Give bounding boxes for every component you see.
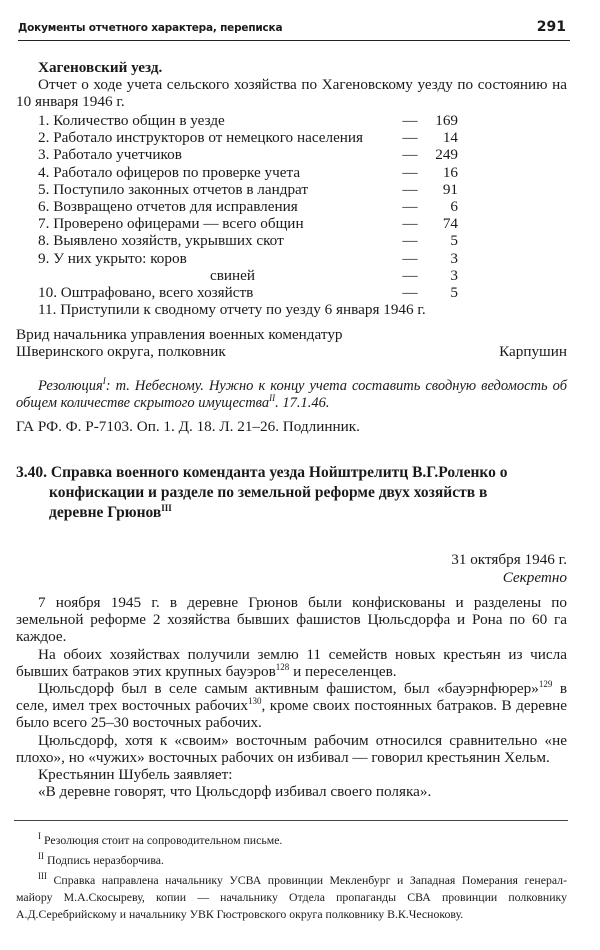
item-value: 6	[450, 197, 458, 215]
dash: —	[402, 249, 418, 267]
dash: —	[402, 232, 418, 250]
footnote: $^{III}$ Справка направлена начальнику УСВА провинции Мекленбург и Западная Померания генерал-майору М.А.Скосыреву, копии — начальнику Отдела пропаганды СВА провинции полковнику А.Д.Серебрийскому и начальнику УВК Гюстровского округа полковнику В.К.Чеснокову.	[16, 871, 567, 921]
item-value: 74	[442, 215, 458, 233]
document-number: 3.40.	[16, 464, 47, 481]
running-header	[18, 2, 570, 40]
item-label: 2. Работало инструкторов от немецкого населения	[38, 129, 364, 147]
document-body	[16, 594, 567, 800]
footnote-ref: 130	[247, 696, 262, 707]
dash: —	[402, 112, 418, 129]
report-item	[38, 267, 458, 284]
dash: —	[402, 197, 418, 215]
report-item	[38, 284, 458, 301]
item-value: 169	[435, 112, 458, 129]
item-label: 5. Поступило законных отчетов в ландрат	[38, 180, 309, 198]
item-label: 4. Работало офицеров по проверке учета	[38, 163, 301, 181]
item-label: 10. Оштрафовано, всего хозяйств	[38, 283, 254, 301]
dash: —	[402, 129, 418, 147]
dash: —	[402, 266, 418, 284]
dash: —	[402, 180, 418, 198]
paragraph: Цюльсдорф был в селе самым активным фашистом, был «бауэрнфюрер»$^{129}$ в селе, имел трех восточных рабочих$^{130}$, кроме своих постоянных батраков. В деревне было всего 25–30 восточных рабочих.	[16, 678, 567, 732]
item-label: 3. Работало учетчиков	[38, 146, 182, 164]
document-heading	[16, 463, 519, 523]
footnotes	[16, 832, 567, 923]
item-value: 249	[435, 146, 458, 164]
footnote: $^{II}$ Подпись неразборчива.	[38, 851, 164, 867]
report-item	[38, 250, 458, 267]
item-value: 5	[450, 232, 458, 250]
paragraph: Крестьянин Шубель заявляет:	[38, 766, 233, 784]
dash: —	[402, 283, 418, 301]
item-label: свиней	[210, 266, 256, 284]
section-title: Хагеновский уезд.	[38, 59, 163, 76]
resolution-date: . 17.1.46.	[275, 395, 330, 412]
report-item	[38, 146, 458, 163]
signer-name: Карпушин	[499, 343, 567, 361]
dash: —	[402, 215, 418, 233]
document-title: Справка военного коменданта уезда Нойштрелитц В.Г.Роленко о конфискации и разделе по земельной реформе двух хозяйств в деревне Грюнов	[49, 464, 508, 521]
item-label: 6. Возвращено отчетов для исправления	[38, 197, 298, 215]
running-header-title: Документы отчетного характера, переписка	[18, 22, 283, 34]
footnote-rule	[14, 820, 568, 821]
footnote-ref: 128	[275, 661, 290, 672]
item-value: 3	[450, 266, 458, 284]
item-value: 14	[442, 129, 458, 147]
dash: —	[402, 146, 418, 164]
footnote: $^I$ Резолюция стоит на сопроводительном письме.	[38, 831, 283, 847]
report-item	[38, 164, 458, 181]
item-value: 3	[450, 249, 458, 267]
footnote-ref: I	[102, 376, 106, 387]
report-item	[38, 129, 458, 146]
header-rule	[18, 40, 570, 41]
report-item	[38, 181, 458, 198]
resolution	[16, 378, 567, 413]
signer-block	[16, 326, 567, 361]
report-item	[38, 198, 458, 215]
paragraph: На обоих хозяйствах получили землю 11 семейств новых крестьян из числа бывших батраков этих крупных бауэров$^{128}$ и переселенцев.	[16, 645, 567, 680]
resolution-label: Резолюция	[38, 378, 103, 394]
item-value: 16	[442, 163, 458, 181]
archive-reference: ГА РФ. Ф. Р-7103. Оп. 1. Д. 18. Л. 21–26. Подлинник.	[16, 418, 360, 435]
report-item-11: 11. Приступили к сводному отчету по уезду 6 января 1946 г.	[38, 301, 426, 318]
report-item	[38, 112, 458, 129]
quote: «В деревне говорят, что Цюльсдорф избивал своего поляка».	[38, 783, 432, 801]
item-label: 7. Проверено офицерами — всего общин	[38, 215, 304, 233]
paragraph: Цюльсдорф, хотя к «своим» восточным рабочим относился сравнительно «не плохо», но «чужих» восточных рабочих он избивал — говорил крестьянин Хельм.	[16, 731, 567, 766]
footnote-ref: III	[161, 502, 172, 513]
resolution-text: : т. Небесному. Нужно к концу учета составить сводную ведомость об общем количестве скрытого имущества	[16, 378, 567, 412]
item-label: 8. Выявлено хозяйств, укрывших скот	[38, 232, 284, 250]
footnote-ref: 129	[538, 678, 553, 689]
signer-position-2: Шверинского округа, полковник	[16, 343, 226, 361]
dash: —	[402, 163, 418, 181]
classification: Секретно	[502, 569, 567, 586]
footnote-ref: II	[269, 393, 276, 404]
report-item	[38, 232, 458, 249]
report-item	[38, 215, 458, 232]
item-label: 1. Количество общин в уезде	[38, 112, 225, 129]
item-value: 91	[442, 180, 458, 198]
item-label: 9. У них укрыто: коров	[38, 249, 187, 267]
page-number: 291	[536, 19, 566, 35]
report-intro: Отчет о ходе учета сельского хозяйства по Хагеновскому уезду по состоянию на 10 января 1946 г.	[16, 76, 567, 111]
paragraph: 7 ноября 1945 г. в деревне Грюнов были конфискованы и разделены по земельной реформе 2 хозяйства бывших фашистов Цюльсдорфа и Рона по 60 га каждое.	[16, 594, 567, 646]
signer-position-1: Врид начальника управления военных комендатур	[16, 326, 343, 343]
document-date: 31 октября 1946 г.	[451, 551, 567, 568]
item-value: 5	[450, 283, 458, 301]
report-list	[38, 112, 458, 301]
